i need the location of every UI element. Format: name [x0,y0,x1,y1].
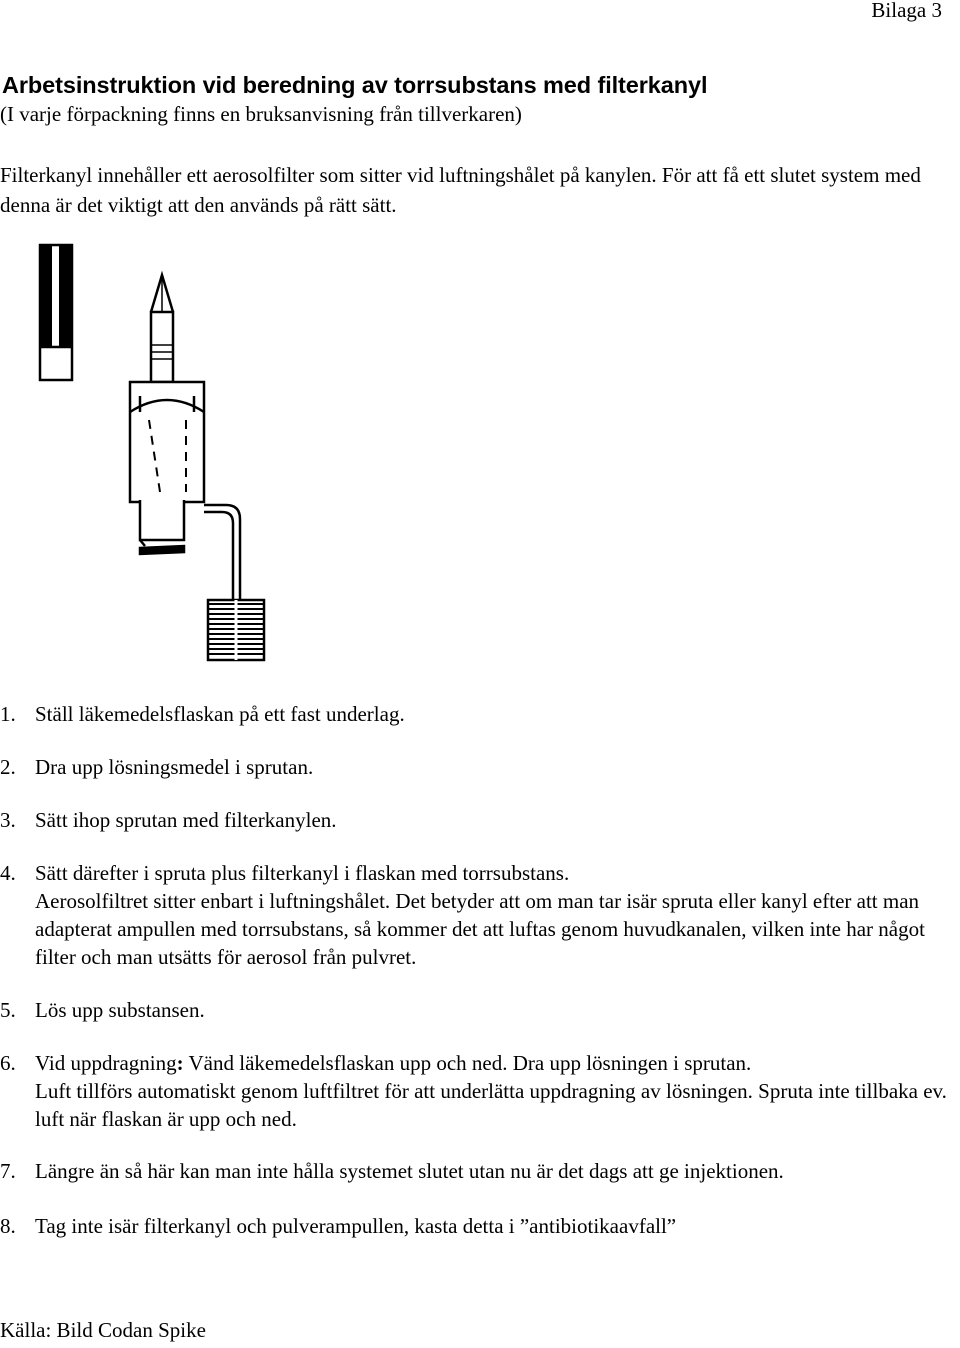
intro-paragraph: Filterkanyl innehåller ett aerosolfilter som sitter vid luftningshålet på kanylen. För att få ett slutet system med denna är det viktigt att den används på rätt sätt. [0,163,921,217]
step-text: Ställ läkemedelsflaskan på ett fast underlag. [35,702,405,726]
step-text: Sätt ihop sprutan med filterkanylen. [35,808,337,832]
document-title: Arbetsinstruktion vid beredning av torrsubstans med filterkanyl [2,72,708,98]
step-number: 3. [0,808,16,832]
step-number: 7. [0,1159,16,1183]
step-number: 8. [0,1214,16,1238]
step-number: 2. [0,755,16,779]
step-text: Sätt därefter i spruta plus filterkanyl i flaskan med torrsubstans. [35,861,570,885]
step-lead: Vid uppdragning [35,1051,177,1075]
document-subtitle: (I varje förpackning finns en bruksanvisning från tillverkaren) [0,102,522,126]
step-colon: : [176,1051,184,1075]
filter-needle-illustration [0,235,320,675]
step-number: 5. [0,998,16,1022]
step-text: Längre än så här kan man inte hålla systemet slutet utan nu är det dags att ge injektionen. [35,1159,784,1183]
air-filter [204,505,264,660]
step-detail: Luft tillförs automatiskt genom luftfiltret för att underlätta uppdragning av lösningen. Spruta inte tillbaka ev. luft när flaskan är upp och ned. [35,1079,947,1131]
step-text: Dra upp lösningsmedel i sprutan. [35,755,314,779]
needle-cap [40,245,72,380]
needle-spike [151,275,173,382]
step-text: Lös upp substansen. [35,998,205,1022]
step-number: 6. [0,1051,16,1075]
step-text: Vänd läkemedelsflaskan upp och ned. Dra upp lösningen i sprutan. [183,1051,752,1075]
source-credit: Källa: Bild Codan Spike [0,1318,206,1342]
page-label: Bilaga 3 [871,0,942,22]
step-detail: Aerosolfiltret sitter enbart i luftningshålet. Det betyder att om man tar isär spruta eller kanyl efter att man adapterat ampullen med torrsubstans, så kommer det att luftas genom huvudkanalen, vilken inte har något filter och man utsätts för aerosol från pulvret. [35,889,925,969]
step-text: Tag inte isär filterkanyl och pulverampullen, kasta detta i ”antibiotikaavfall” [35,1214,677,1238]
adapter-body [130,382,204,554]
step-number: 1. [0,702,16,726]
step-number: 4. [0,861,16,885]
